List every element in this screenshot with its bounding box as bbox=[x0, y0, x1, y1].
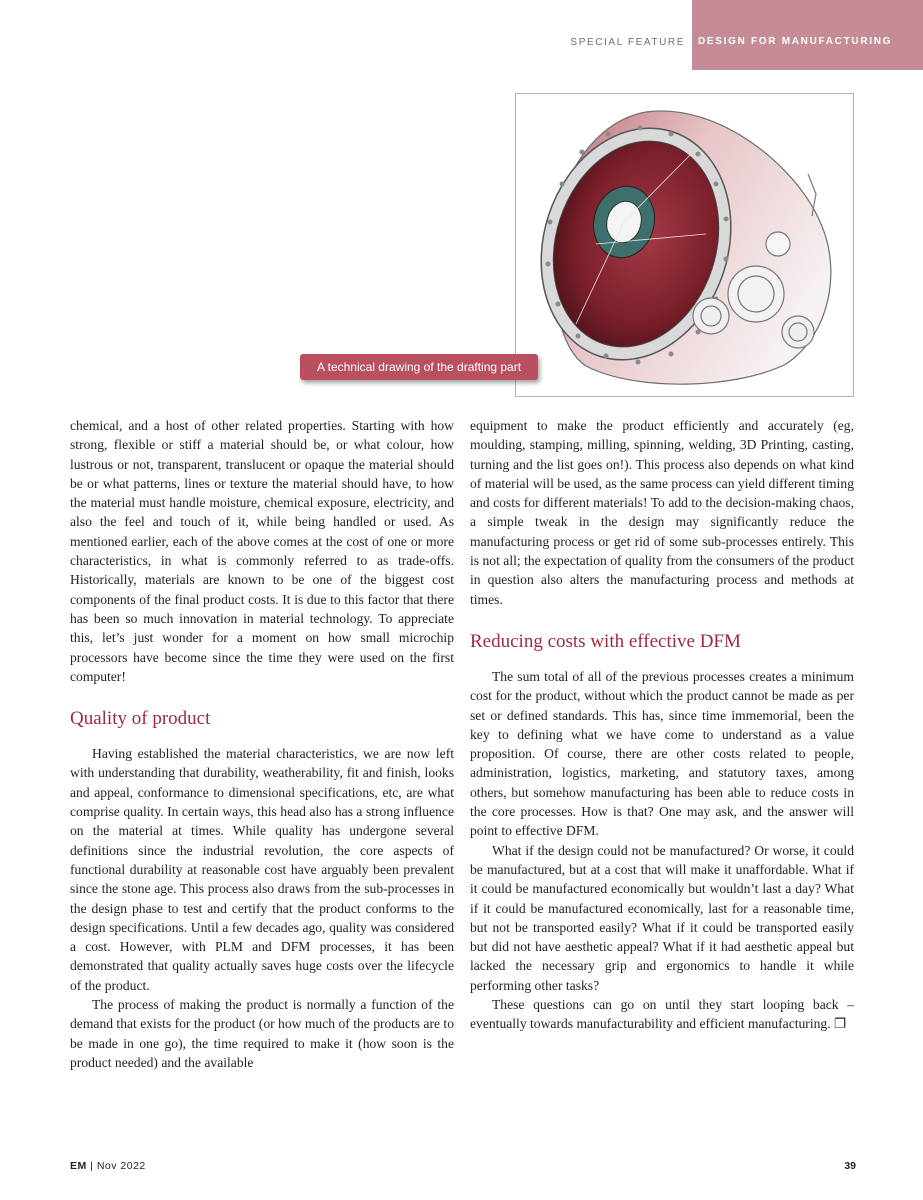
section-tab bbox=[692, 0, 923, 70]
body-paragraph: equipment to make the product efficiently and accurately (eg, moulding, stamping, milling, spinning, welding, 3D Printing, casting, turning and the list goes on!). This process also depends on what kind of material will be used, as the same process can yield different timing and costs for different materials! To add to the decision-making chaos, a simple tweak in the design may significantly reduce the manufacturing process or get rid of some sub-processes entirely. This is not all; the expectation of quality from the consumers of the product in question also alters the manufacturing process and methods at times. bbox=[470, 418, 854, 607]
technical-drawing-image bbox=[516, 94, 853, 396]
left-column bbox=[70, 416, 454, 1072]
footer-issue bbox=[70, 1160, 146, 1172]
section-topic: DESIGN FOR MANUFACTURING bbox=[698, 36, 893, 47]
body-paragraph: These questions can go on until they start looping back – eventually towards manufacturability and efficient manufacturing. ❐ bbox=[470, 997, 854, 1032]
section-heading-dfm: Reducing costs with effective DFM bbox=[470, 630, 741, 652]
section-heading-quality: Quality of product bbox=[70, 708, 211, 730]
issue-date: Nov 2022 bbox=[96, 1160, 146, 1172]
body-paragraph: chemical, and a host of other related properties. Starting with how strong, flexible or stiff a material should be, or what colour, how lustrous or not, transparent, translucent or opaque the material should be or what patterns, lines or texture the material should have, to how the material must handle moisture, chemical exposure, electricity, and also the feel and touch of it, while being handled or used. As mentioned earlier, each of the above comes at the cost of one or more characteristics, in what is commonly referred to as trade-offs. Historically, materials are known to be one of the biggest cost components of the final product costs. It is due to this factor that there has been so much innovation in material technology. To appreciate this, let’s just wonder for a moment on how small microchip processors have become since the time they were used on the first computer! bbox=[70, 418, 454, 684]
body-paragraph: Having established the material characteristics, we are now left with understanding that durability, weatherability, fit and finish, looks and appeal, conformance to dimensional specifications, etc, are what comprise quality. In certain ways, this head also has a strong influence on the material at times. While quality has undergone several definitions since the industrial revolution, the core aspects of functional durability at reasonable cost have arguably been prevalent since the stone age. This process also draws from the sub-processes in the design phase to test and certify that the product conforms to the design specifications. Until a few decades ago, quality was considered a cost. However, with PLM and DFM processes, it has been demonstrated that quality actually saves huge costs over the lifecycle of the product. bbox=[70, 746, 454, 993]
body-paragraph: The sum total of all of the previous processes creates a minimum cost for the product, without which the product cannot be made as per set or defined standards. This has, since time immemorial, been the key to defining what we have come to understand as a value proposition. Of course, there are other costs related to people, administration, logistics, marketing, and statutory taxes, among others, but somehow manufacturing has been able to reduce costs in the core processes. How is that? One may ask, and the answer will point to effective DFM. bbox=[470, 668, 854, 839]
technical-drawing-figure bbox=[515, 93, 854, 397]
page-number: 39 bbox=[844, 1160, 856, 1172]
section-label: SPECIAL FEATURE bbox=[570, 37, 685, 48]
right-column bbox=[470, 416, 854, 1034]
footer-separator: | bbox=[86, 1160, 97, 1172]
figure-caption: A technical drawing of the drafting part bbox=[300, 354, 538, 380]
magazine-name: EM bbox=[70, 1160, 87, 1172]
body-paragraph: The process of making the product is normally a function of the demand that exists for the product (or how much of the products are to be made in one go), the time required to make it (how soon is the product needed) and the available bbox=[70, 997, 454, 1070]
body-paragraph: What if the design could not be manufactured? Or worse, it could be manufactured, but at a cost that will make it unaffordable. What if it could be manufactured economically but wouldn’t last a day? What if it could be manufactured economically, last for a reasonable time, but not be transported easily? What if it could be transported easily but did not have aesthetic appeal? What if it had aesthetic appeal but lacked the necessary grip and ergonomics to handle it while performing other tasks? bbox=[470, 842, 854, 993]
